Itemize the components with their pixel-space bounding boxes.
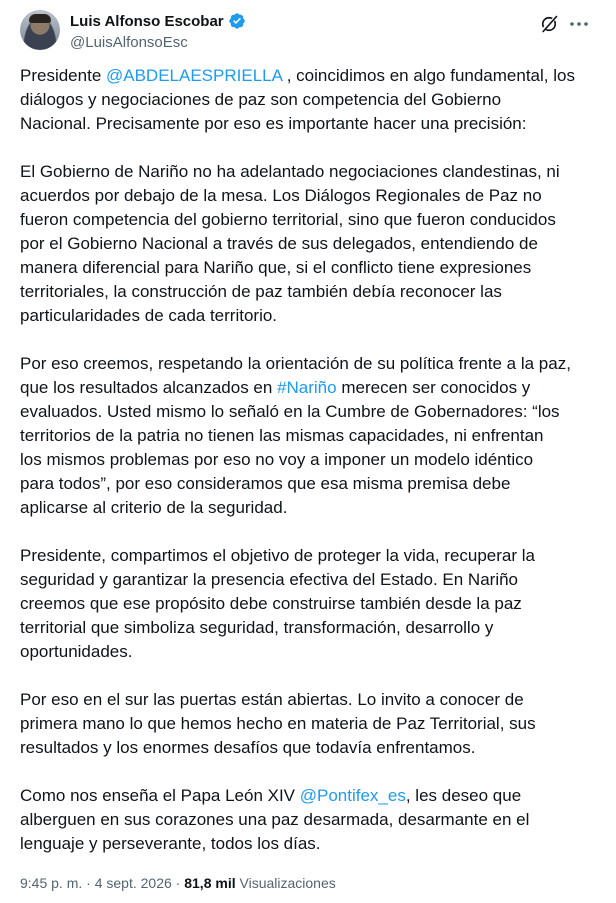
separator: ·	[82, 875, 95, 891]
text-line: territorial que simboliza seguridad, transformación, desarrollo y	[20, 618, 494, 637]
text-line: fueron competencia del gobierno territorial, sino que fueron conducidos	[20, 210, 556, 229]
views-count[interactable]: 81,8 mil	[184, 875, 236, 891]
text-line: territorios de la patria no tienen las mismas capacidades, ni enfrentan	[20, 426, 544, 445]
tweet-header	[0, 0, 616, 62]
tweet-metadata	[20, 873, 336, 893]
text-line: particularidades de cada territorio.	[20, 306, 278, 325]
text-line: los mismos problemas por eso no voy a imponer un modelo idéntico	[20, 450, 534, 469]
text-segment: , les deseo que	[405, 786, 522, 805]
text-segment: que los resultados alcanzados en	[20, 378, 278, 397]
tweet-paragraph	[20, 784, 600, 856]
text-line: Por eso creemos, respetando la orientación de su política frente a la paz,	[20, 354, 571, 373]
grok-icon[interactable]	[539, 14, 559, 34]
more-options-icon[interactable]	[567, 12, 591, 36]
text-segment: Presidente	[20, 66, 106, 85]
text-line: evaluados. Usted mismo lo señaló en la Cumbre de Gobernadores: “los	[20, 402, 560, 421]
tweet-paragraph	[20, 64, 600, 136]
avatar[interactable]	[20, 10, 60, 50]
text-segment: merecen ser conocidos y	[336, 378, 531, 397]
tweet-paragraph	[20, 352, 600, 520]
text-line: territoriales, la construcción de paz también debía reconocer las	[20, 282, 502, 301]
text-line: oportunidades.	[20, 642, 133, 661]
text-line	[20, 376, 600, 400]
text-line: alberguen en sus corazones una paz desarmada, desarmante en el	[20, 810, 530, 829]
text-line: primera mano lo que hemos hecho en materia de Paz Territorial, sus	[20, 714, 536, 733]
text-line: Por eso en el sur las puertas están abiertas. Lo invito a conocer de	[20, 690, 524, 709]
text-line: El Gobierno de Nariño no ha adelantado negociaciones clandestinas, ni	[20, 162, 560, 181]
tweet-paragraph	[20, 544, 600, 664]
text-line	[20, 784, 600, 808]
tweet-time[interactable]: 9:45 p. m.	[20, 875, 83, 891]
hashtag-link[interactable]: #Nariño	[277, 378, 337, 397]
display-name[interactable]: Luis Alfonso Escobar	[70, 12, 224, 30]
text-line: Presidente, compartimos el objetivo de proteger la vida, recuperar la	[20, 546, 535, 565]
text-line: Nacional. Precisamente por eso es importante hacer una precisión:	[20, 114, 527, 133]
author-block	[70, 11, 246, 53]
text-segment: Como nos enseña el Papa León XIV	[20, 786, 300, 805]
text-segment: , coincidimos en algo fundamental, los	[282, 66, 575, 85]
text-line: creemos que ese propósito debe construirse también desde la paz	[20, 594, 522, 613]
text-line: para todos”, por eso consideramos que esa misma premisa debe	[20, 474, 511, 493]
mention-link[interactable]: @ABDELAESPRIELLA	[106, 66, 283, 85]
text-line: lenguaje y perseverante, todos los días.	[20, 834, 321, 853]
text-line: por el Gobierno Nacional a través de sus delegados, entendiendo de	[20, 234, 538, 253]
text-line: diálogos y negociaciones de paz son competencia del Gobierno	[20, 90, 502, 109]
tweet-paragraph	[20, 688, 600, 760]
text-line: acuerdos por debajo de la mesa. Los Diálogos Regionales de Paz no	[20, 186, 542, 205]
text-line: resultados y los enormes desafíos que todavía enfrentamos.	[20, 738, 476, 757]
separator: ·	[171, 875, 185, 891]
author-handle[interactable]: @LuisAlfonsoEsc	[70, 34, 188, 51]
mention-link[interactable]: @Pontifex_es	[299, 786, 406, 805]
tweet-paragraph	[20, 160, 600, 328]
text-line	[20, 64, 600, 88]
display-name-row	[70, 11, 246, 31]
verified-badge-icon	[228, 12, 246, 30]
text-line: aplicarse al criterio de la seguridad.	[20, 498, 288, 517]
tweet-date[interactable]: 4 sept. 2026	[94, 875, 172, 891]
views-label[interactable]: Visualizaciones	[235, 875, 336, 891]
tweet-text	[20, 64, 600, 856]
text-line: seguridad y garantizar la presencia efectiva del Estado. En Nariño	[20, 570, 519, 589]
text-line: manera diferencial para Nariño que, si el conflicto tiene expresiones	[20, 258, 532, 277]
